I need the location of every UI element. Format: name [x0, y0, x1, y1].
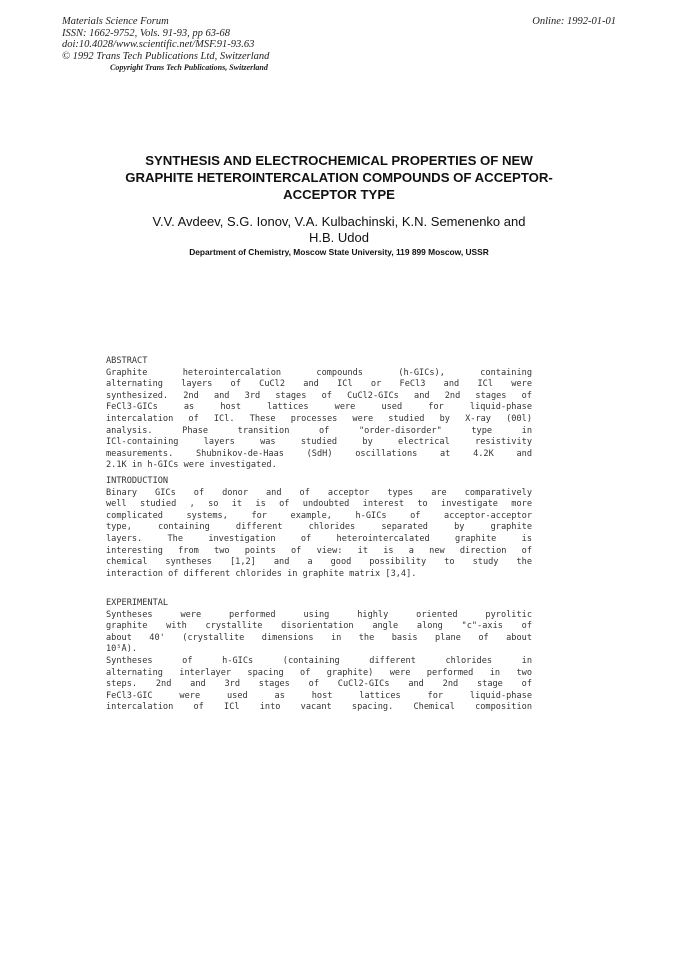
text-line: Syntheses of h-GICs (containing different chlorides in [106, 655, 532, 666]
text-line: measurements. Shubnikov-de-Haas (SdH) oscillations at 4.2K and [106, 448, 532, 459]
text-line: interesting from two points of view: it is a new direction of [106, 545, 532, 556]
text-line: about 40' (crystallite dimensions in the basis plane of about [106, 632, 532, 643]
text-line: analysis. Phase transition of "order-disorder" type in [106, 425, 532, 436]
text-line: graphite with crystallite disorientation angle along "c"-axis of [106, 621, 532, 632]
text-line: type, containing different chlorides separated by graphite [106, 522, 532, 533]
issn-line: ISSN: 1662-9752, Vols. 91-93, pp 63-68 [62, 27, 230, 39]
text-line: alternating layers of CuCl2 and ICl or FeCl3 and ICl were [106, 379, 532, 390]
abstract-section [106, 356, 532, 472]
authors-line: H.B. Udod [309, 230, 369, 245]
title-line: ACCEPTOR TYPE [283, 187, 395, 202]
text-line: Syntheses were performed using highly oriented pyrolitic [106, 609, 532, 620]
copyright-notice: Copyright Trans Tech Publications, Switzerland [110, 63, 268, 72]
text-line: 2.1K in h-GICs were investigated. [106, 460, 277, 471]
affiliation: Department of Chemistry, Moscow State University, 119 899 Moscow, USSR [189, 247, 489, 257]
introduction-section [106, 476, 532, 580]
title-line: SYNTHESIS AND ELECTROCHEMICAL PROPERTIES OF NEW [145, 153, 533, 168]
text-line: FeCl3-GIC were used as host lattices for liquid-phase [106, 690, 532, 701]
text-line: Graphite heterointercalation compounds (h-GICs), containing [106, 367, 532, 378]
copyright-line: © 1992 Trans Tech Publications Ltd, Switzerland [62, 50, 270, 62]
title-line: GRAPHITE HETEROINTERCALATION COMPOUNDS OF ACCEPTOR- [125, 170, 553, 185]
experimental-section [106, 598, 532, 714]
section-heading: ABSTRACT [106, 356, 148, 366]
journal-name: Materials Science Forum [62, 16, 169, 27]
text-line: ICl-containing layers was studied by electrical resistivity [106, 437, 532, 448]
text-line: steps. 2nd and 3rd stages of CuCl2-GICs and 2nd stage of [106, 679, 532, 690]
doi-line: doi:10.4028/www.scientific.net/MSF.91-93.63 [62, 39, 255, 50]
text-line: intercalation of ICl. These processes were studied by X-ray (00l) [106, 413, 532, 424]
authors-line: V.V. Avdeev, S.G. Ionov, V.A. Kulbachinski, K.N. Semenenko and [152, 214, 526, 229]
text-line: chemical syntheses [1,2] and a good possibility to study the [106, 557, 532, 568]
publication-header [62, 16, 269, 74]
text-line: FeCl3-GICs as host lattices were used for liquid-phase [106, 402, 532, 413]
text-line: well studied , so it is of undoubted interest to investigate more [106, 499, 532, 510]
section-heading: EXPERIMENTAL [106, 598, 169, 608]
text-line: layers. The investigation of heterointercalated graphite is [106, 533, 532, 544]
paper-title [100, 152, 578, 203]
text-line: 10⁵Å). [106, 644, 138, 655]
section-heading: INTRODUCTION [106, 476, 169, 486]
text-line: alternating interlayer spacing of graphite) were performed in two [106, 667, 532, 678]
text-line: interaction of different chlorides in graphite matrix [3,4]. [106, 568, 417, 579]
online-date: Online: 1992-01-01 [532, 16, 616, 27]
text-line: Binary GICs of donor and of acceptor types are comparatively [106, 487, 532, 498]
authors [90, 214, 588, 246]
text-line: synthesized. 2nd and 3rd stages of CuCl2-GICs and 2nd stages of [106, 390, 532, 401]
text-line: intercalation of ICl into vacant spacing. Chemical composition [106, 702, 532, 713]
text-line: complicated systems, for example, h-GICs of acceptor-acceptor [106, 510, 532, 521]
